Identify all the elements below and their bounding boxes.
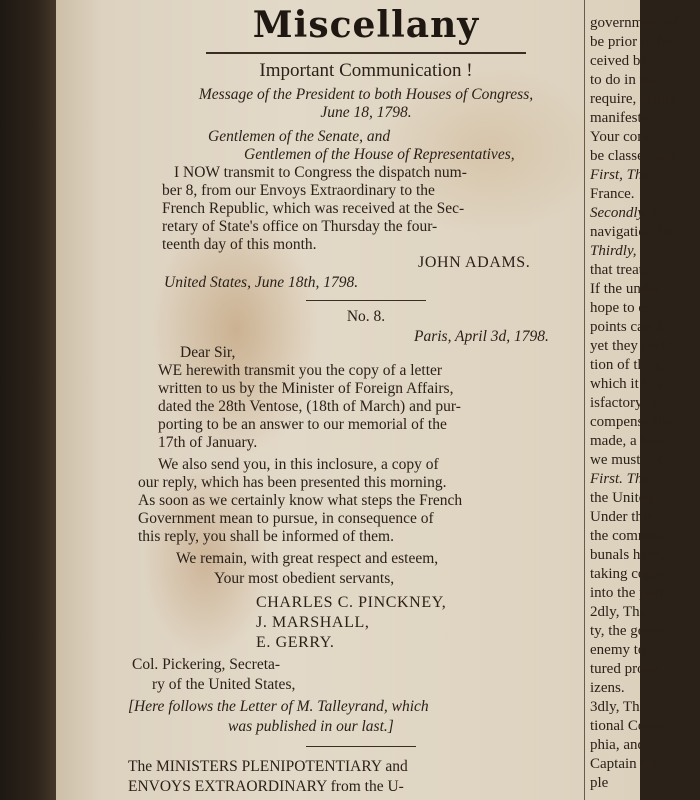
right-column-line: First, The (590, 167, 650, 183)
right-column-line: ple (590, 775, 609, 791)
masthead-rule (206, 52, 526, 54)
dispatch-body-line: this reply, you shall be informed of them. (138, 528, 394, 545)
dispatch-body-line: We also send you, in this inclosure, a copy of (158, 456, 439, 473)
right-column-line: made, a base (590, 433, 668, 449)
newspaper-page (56, 0, 678, 800)
dispatch-closing: We remain, with great respect and esteem, (176, 550, 439, 567)
dispatch-body-line: As soon as we certainly know what steps the French (138, 492, 463, 509)
right-column-line: taking cogni (590, 566, 665, 582)
right-column-line: izens. (590, 680, 625, 696)
section-divider (306, 746, 416, 747)
right-column-line: Your comp (590, 129, 657, 145)
right-column-line: 2dly, Tha (590, 604, 647, 620)
editor-note: [Here follows the Letter of M. Talleyrand, which (128, 698, 429, 715)
right-column-line: into the port (590, 585, 664, 601)
dispatch-closing: Your most obedient servants, (214, 570, 395, 587)
right-column-line: government of (590, 15, 678, 31)
right-column-line: hope to conv (590, 300, 668, 316)
right-column-line: If the under (590, 281, 660, 297)
right-column-line: isfactory. T (590, 395, 658, 411)
binding-edge (0, 0, 60, 800)
article-title: Important Communication ! (259, 60, 473, 81)
article-place-date: United States, June 18th, 1798. (164, 274, 359, 291)
right-column-line: the United S (590, 490, 665, 506)
article-body-line: teenth day of this month. (162, 236, 317, 253)
addressee-line: Col. Pickering, Secreta- (132, 656, 281, 673)
right-column-line: be classed und (590, 148, 678, 164)
section-divider (306, 300, 426, 301)
right-column-line: Secondly, T (590, 205, 660, 221)
column-rule (584, 0, 585, 800)
right-column-line: bunals have, (590, 547, 665, 563)
right-column-line: compensation (590, 414, 674, 430)
right-column-line: navigation for (590, 224, 675, 240)
dispatch-greeting: Dear Sir, (180, 344, 236, 361)
addressee-line: ry of the United States, (152, 676, 296, 693)
next-article-head: The MINISTERS PLENIPOTENTIARY and (128, 758, 408, 775)
article-body-line: retary of State's office on Thursday the four- (162, 218, 438, 235)
right-column-line: require, is opp (590, 91, 677, 107)
dispatch-body-line: 17th of January. (158, 434, 258, 451)
right-column-line: be prior or fol (590, 34, 674, 50)
article-subtitle: Message of the President to both Houses of Congress, (198, 86, 534, 103)
right-column-line: tured prope. (590, 661, 663, 677)
article-date: June 18, 1798. (320, 104, 412, 121)
dispatch-body-line: written to us by the Minister of Foreign Affairs, (158, 380, 454, 397)
signer-gerry: E. GERRY. (256, 634, 335, 651)
dispatch-body-line: WE herewith transmit you the copy of a letter (158, 362, 443, 379)
masthead: Miscellany (252, 4, 480, 46)
article-body-line: ber 8, from our Envoys Extraordinary to the (162, 182, 435, 199)
dispatch-number: No. 8. (346, 308, 386, 325)
right-column-line: ceived by (590, 53, 648, 69)
right-column-line: tion of the g (590, 357, 663, 373)
signer-marshall: J. MARSHALL, (256, 614, 370, 631)
president-signature: JOHN ADAMS. (418, 254, 531, 271)
dispatch-body-line: dated the 28th Ventose, (18th of March) and pur- (158, 398, 461, 415)
right-column-line: we must yet l (590, 452, 671, 468)
right-column-line: 3dly, Th (590, 699, 640, 715)
right-column-line: Captain Co (590, 756, 658, 772)
next-article-head: ENVOYS EXTRAORDINARY from the U- (128, 778, 404, 795)
article-body-line: French Republic, which was received at the Sec- (162, 200, 465, 217)
right-column-line: Thirdly, T (590, 243, 649, 259)
right-column-line: tional Conve (590, 718, 668, 734)
right-column (590, 14, 700, 800)
dispatch-place-date: Paris, April 3d, 1798. (414, 328, 549, 345)
right-column-line: ty, the gover (590, 623, 665, 639)
right-column-line: manifested. (590, 110, 660, 126)
right-column-line: France. (590, 186, 635, 202)
dispatch-body-line: Government mean to pursue, in consequence of (138, 510, 434, 527)
right-column-line: points can th (590, 319, 667, 335)
signer-pinckney: CHARLES C. PINCKNEY, (256, 594, 447, 611)
right-column-line: the commenc (590, 528, 671, 544)
right-column-line: to do in the e (590, 72, 669, 88)
right-column-line: First. The (590, 471, 650, 487)
right-column-line: yet they perfo (590, 338, 674, 354)
salutation-senate: Gentlemen of the Senate, and (208, 128, 391, 145)
dispatch-body-line: our reply, which has been presented this morning. (138, 474, 447, 491)
dispatch-body-line: porting to be an answer to our memorial of the (158, 416, 447, 433)
main-column (128, 0, 576, 800)
right-column-line: phia, and t (590, 737, 653, 753)
salutation-house: Gentlemen of the House of Representatives, (244, 146, 515, 163)
right-column-line: that treaty. (590, 262, 654, 278)
right-column-line: enemy to co (590, 642, 664, 658)
article-body-line: I NOW transmit to Congress the dispatch num- (174, 164, 467, 181)
right-column-line: Under this (590, 509, 653, 525)
right-column-line: which it has (590, 376, 663, 392)
editor-note: was published in our last.] (228, 718, 394, 735)
